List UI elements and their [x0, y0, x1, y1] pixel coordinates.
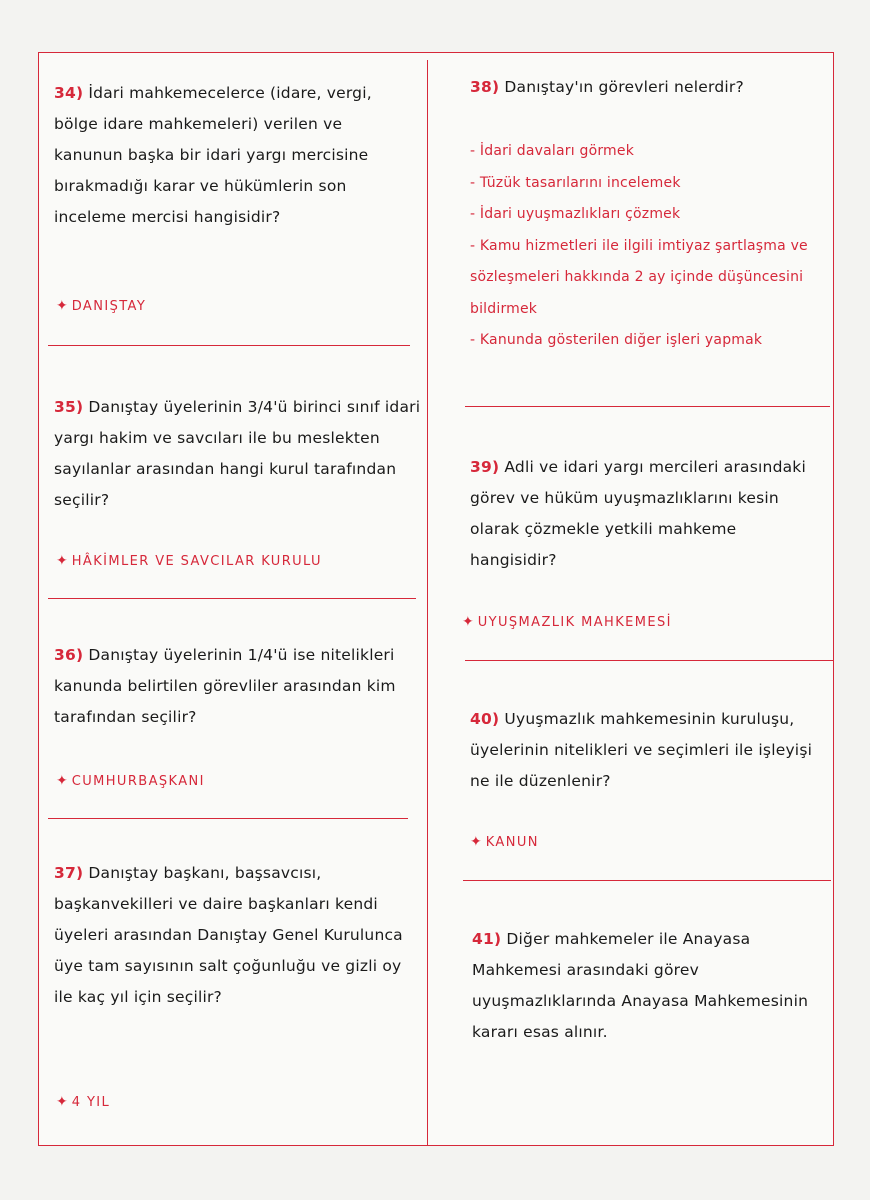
question-number: 38): [470, 78, 500, 96]
question-number: 35): [54, 398, 84, 416]
divider-40: [463, 880, 831, 881]
question-text: Danıştay başkanı, başsavcısı, başkanvekilleri ve daire başkanları kendi üyeleri arasından Danıştay Genel Kurulunca üye tam sayısının salt çoğunluğu ve gizli oy ile kaç yıl için seçilir?: [54, 864, 403, 1006]
divider-38: [465, 406, 830, 407]
question-number: 40): [470, 710, 500, 728]
divider-35: [48, 598, 416, 599]
question-41: [472, 924, 824, 1048]
answer-list-38: [470, 136, 815, 357]
answer-text: CUMHURBAŞKANI: [71, 774, 205, 789]
question-37: [54, 858, 414, 1013]
question-number: 37): [54, 864, 84, 882]
question-number: 39): [470, 458, 500, 476]
answer-item: - Tüzük tasarılarını incelemek: [470, 174, 681, 191]
column-divider: [427, 60, 428, 1146]
star-icon: ✦: [56, 773, 68, 789]
answer-34: [56, 298, 146, 314]
star-icon: ✦: [462, 614, 474, 630]
question-text: Diğer mahkemeler ile Anayasa Mahkemesi arasındaki görev uyuşmazlıklarında Anayasa Mahkemesinin kararı esas alınır.: [472, 930, 809, 1041]
star-icon: ✦: [56, 1094, 68, 1110]
question-40: [470, 704, 830, 797]
question-34: [54, 78, 414, 233]
question-number: 41): [472, 930, 502, 948]
question-number: 36): [54, 646, 84, 664]
answer-text: KANUN: [485, 835, 539, 850]
question-39: [470, 452, 820, 576]
star-icon: ✦: [56, 553, 68, 569]
question-text: Danıştay üyelerinin 3/4'ü birinci sınıf idari yargı hakim ve savcıları ile bu meslekten sayılanlar arasından hangi kurul tarafından seçilir?: [54, 398, 421, 509]
star-icon: ✦: [470, 834, 482, 850]
answer-text: UYUŞMAZLIK MAHKEMESİ: [477, 615, 672, 630]
question-text: Uyuşmazlık mahkemesinin kuruluşu, üyelerinin nitelikleri ve seçimleri ile işleyişi ne ile düzenlenir?: [470, 710, 813, 790]
answer-35: [56, 553, 322, 569]
answer-text: 4 YIL: [71, 1095, 111, 1110]
answer-item: - Kamu hizmetleri ile ilgili imtiyaz şartlaşma ve sözleşmeleri hakkında 2 ay içinde düşüncesini bildirmek: [470, 237, 808, 317]
answer-item: - Kanunda gösterilen diğer işleri yapmak: [470, 332, 763, 348]
divider-36: [48, 818, 408, 819]
question-text: Adli ve idari yargı mercileri arasındaki görev ve hüküm uyuşmazlıklarını kesin olarak çözmekle yetkili mahkeme hangisidir?: [470, 458, 806, 569]
question-number: 34): [54, 84, 84, 102]
question-35: [54, 392, 424, 516]
divider-39: [465, 660, 833, 661]
question-38: [470, 72, 820, 103]
question-text: Danıştay üyelerinin 1/4'ü ise nitelikleri kanunda belirtilen görevliler arasından kim tarafından seçilir?: [54, 646, 396, 726]
answer-40: [470, 834, 539, 850]
answer-text: HÂKİMLER VE SAVCILAR KURULU: [71, 554, 322, 569]
answer-36: [56, 773, 205, 789]
question-36: [54, 640, 414, 733]
star-icon: ✦: [56, 298, 68, 314]
question-text: Danıştay'ın görevleri nelerdir?: [504, 78, 744, 96]
divider-34: [48, 345, 410, 346]
answer-item: - İdari uyuşmazlıkları çözmek: [470, 206, 681, 222]
answer-text: DANIŞTAY: [71, 299, 147, 314]
answer-item: - İdari davaları görmek: [470, 143, 635, 159]
answer-37: [56, 1094, 110, 1110]
answer-39: [462, 614, 672, 630]
question-text: İdari mahkemecelerce (idare, vergi, bölge idare mahkemeleri) verilen ve kanunun başka bir idari yargı mercisine bırakmadığı karar ve hükümlerin son inceleme mercisi hangisidir?: [54, 84, 372, 226]
